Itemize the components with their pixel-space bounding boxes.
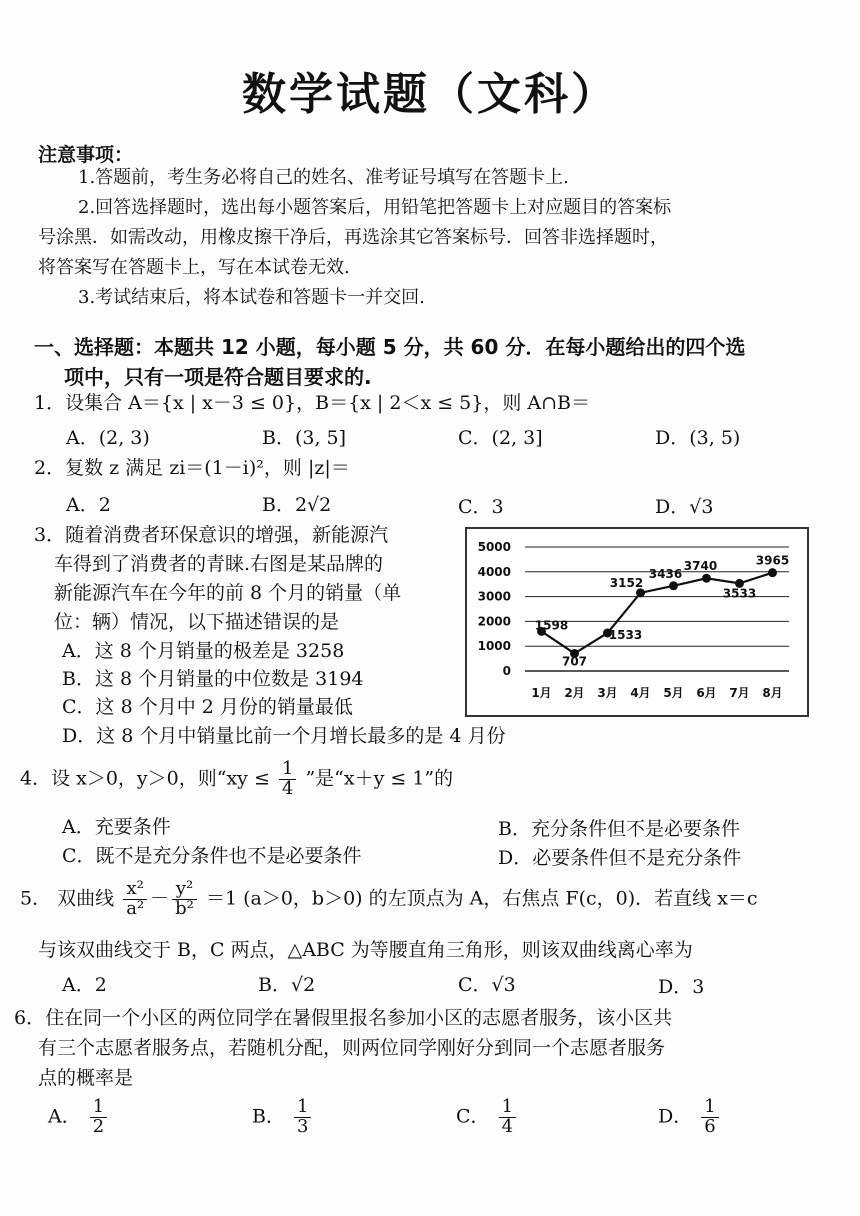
q6-option-d-num: 1 [701,1098,718,1118]
q6-option-b-label: B． [252,1105,285,1128]
q6-option-a-den: 2 [92,1115,105,1137]
x-tick-label: 7月 [729,686,750,700]
q4-fraction [279,760,296,799]
data-label: 1533 [608,627,643,642]
q5-option-b: B．√2 [258,974,316,996]
q6-option-b-den: 3 [297,1115,309,1137]
x-tick-label: 8月 [762,686,783,700]
q3-line4: 位：辆）情况，以下描述错误的是 [54,611,340,633]
q2-option-d: D．√3 [655,496,714,518]
q6-option-c-num: 1 [499,1098,516,1118]
q5-stem-pre: 5． 双曲线 [20,887,115,910]
x-tick-label: 5月 [663,686,684,700]
q1-option-d: D．(3, 5) [655,427,741,449]
q5-fraction-x [123,880,147,919]
q4-option-c: C．既不是充分条件也不是必要条件 [62,845,362,867]
y-tick-label: 3000 [477,589,511,604]
y-tick-label: 1000 [477,639,511,654]
q5-fraction-y [172,880,197,919]
data-point [669,581,678,590]
q4-stem-post: ”是“x＋y ≤ 1”的 [305,767,454,790]
page-title: 数学试题（文科） [242,69,618,120]
q3-line3: 新能源汽车在今年的前 8 个月的销量（单 [54,582,402,604]
q6-option-a [48,1098,110,1137]
q5-stem-post: ＝1 (a＞0，b＞0) 的左顶点为 A，右焦点 F(c，0)．若直线 x＝c [205,887,758,910]
q3-option-b: B．这 8 个月销量的中位数是 3194 [62,668,364,690]
q5-line2: 与该双曲线交于 B，C 两点，△ABC 为等腰直角三角形，则该双曲线离心率为 [38,939,693,961]
q6-option-d-label: D． [658,1105,693,1128]
q4-fraction-den: 4 [281,777,294,799]
q5-option-a: A．2 [62,974,107,996]
q4-option-b: B．充分条件但不是必要条件 [498,818,740,840]
q1-stem: 1．设集合 A＝{x | x－3 ≤ 0}，B＝{x | 2＜x ≤ 5}，则 A∩B＝ [34,392,590,414]
x-tick-label: 4月 [630,686,651,700]
note-1: 1.答题前，考生务必将自己的姓名、准考证号填写在答题卡上. [78,167,569,188]
q4-stem [20,760,453,799]
q4-stem-pre: 4．设 x＞0，y＞0，则“xy ≤ [20,767,270,790]
q4-fraction-num: 1 [279,760,296,780]
q6-option-c-label: C． [456,1105,490,1128]
notes-heading: 注意事项： [38,144,134,166]
y-tick-label: 0 [502,664,511,678]
q1-option-b: B．(3, 5] [262,427,347,449]
q6-option-d-den: 6 [704,1115,716,1137]
q6-option-a-fraction [90,1098,107,1137]
q6-option-b-num: 1 [294,1098,311,1118]
q6-option-a-num: 1 [90,1098,107,1118]
q6-option-b [252,1098,314,1137]
q5-option-c: C．√3 [458,974,516,996]
q6-option-b-fraction [294,1098,311,1137]
data-point [702,574,711,583]
data-label: 707 [561,654,588,669]
q2-stem: 2．复数 z 满足 zi＝(1－i)²，则 |z|＝ [34,457,350,479]
note-2a: 2.回答选择题时，选出每小题答案后，用铅笔把答题卡上对应题目的答案标 [78,197,672,218]
note-2b: 号涂黑．如需改动，用橡皮擦干净后，再选涂其它答案标号．回答非选择题时， [38,227,668,248]
x-tick-label: 1月 [531,686,552,700]
q5-fraction-y-num: y² [172,880,197,900]
y-tick-label: 4000 [477,564,511,579]
sales-line-chart [467,529,807,715]
q1-option-a: A．(2, 3) [66,427,150,449]
q6-option-a-label: A． [48,1105,81,1128]
data-label: 3152 [609,575,644,590]
sales-chart-box [465,527,809,717]
q5-stem [20,880,758,919]
q3-line2: 车得到了消费者的青睐.右图是某品牌的 [54,553,384,575]
part1-instructions [34,332,824,392]
y-tick-label: 5000 [477,540,511,554]
q6-line3: 点的概率是 [38,1067,134,1089]
q5-option-d: D．3 [658,976,705,998]
q2-option-b: B．2√2 [262,494,332,516]
note-2c: 将答案写在答题卡上，写在本试卷无效. [38,257,350,278]
q3-option-c: C．这 8 个月中 2 月份的销量最低 [62,696,353,718]
q5-fraction-y-den: b² [175,897,194,919]
q6-line1: 6．住在同一个小区的两位同学在暑假里报名参加小区的志愿者服务，该小区共 [14,1007,673,1029]
q2-option-c: C．3 [458,496,504,518]
q5-fraction-x-num: x² [123,880,147,900]
q6-option-c [456,1098,519,1137]
q5-minus: － [150,887,170,910]
q6-option-c-den: 4 [501,1115,514,1137]
part1-line1: 一、选择题：本题共 12 小题，每小题 5 分，共 60 分．在每小题给出的四个选 [34,335,746,359]
x-tick-label: 2月 [564,686,585,700]
q4-option-a: A．充要条件 [62,816,171,838]
q1-option-c: C．(2, 3] [458,427,543,449]
q3-option-d: D．这 8 个月中销量比前一个月增长最多的是 4 月份 [62,725,506,747]
q4-option-d: D．必要条件但不是充分条件 [498,847,742,869]
q6-option-d-fraction [701,1098,718,1137]
data-label: 3533 [722,586,757,601]
q6-option-c-fraction [499,1098,516,1137]
q6-line2: 有三个志愿者服务点，若随机分配，则两位同学刚好分到同一个志愿者服务 [38,1037,666,1059]
data-label: 3965 [755,553,790,568]
q2-option-a: A．2 [66,494,111,516]
q6-option-d [658,1098,722,1137]
q3-line1: 3．随着消费者环保意识的增强，新能源汽 [34,524,389,546]
q5-fraction-x-den: a² [126,897,145,919]
x-tick-label: 6月 [696,686,717,700]
q3-option-a: A．这 8 个月销量的极差是 3258 [62,640,345,662]
x-tick-label: 3月 [597,686,618,700]
part1-line2: 项中，只有一项是符合题目要求的. [64,365,372,389]
data-point [768,568,777,577]
note-3: 3.考试结束后，将本试卷和答题卡一并交回. [78,287,425,308]
y-tick-label: 2000 [477,614,511,629]
data-label: 3740 [683,559,718,574]
data-label: 1598 [534,618,569,633]
data-label: 3436 [648,566,683,581]
